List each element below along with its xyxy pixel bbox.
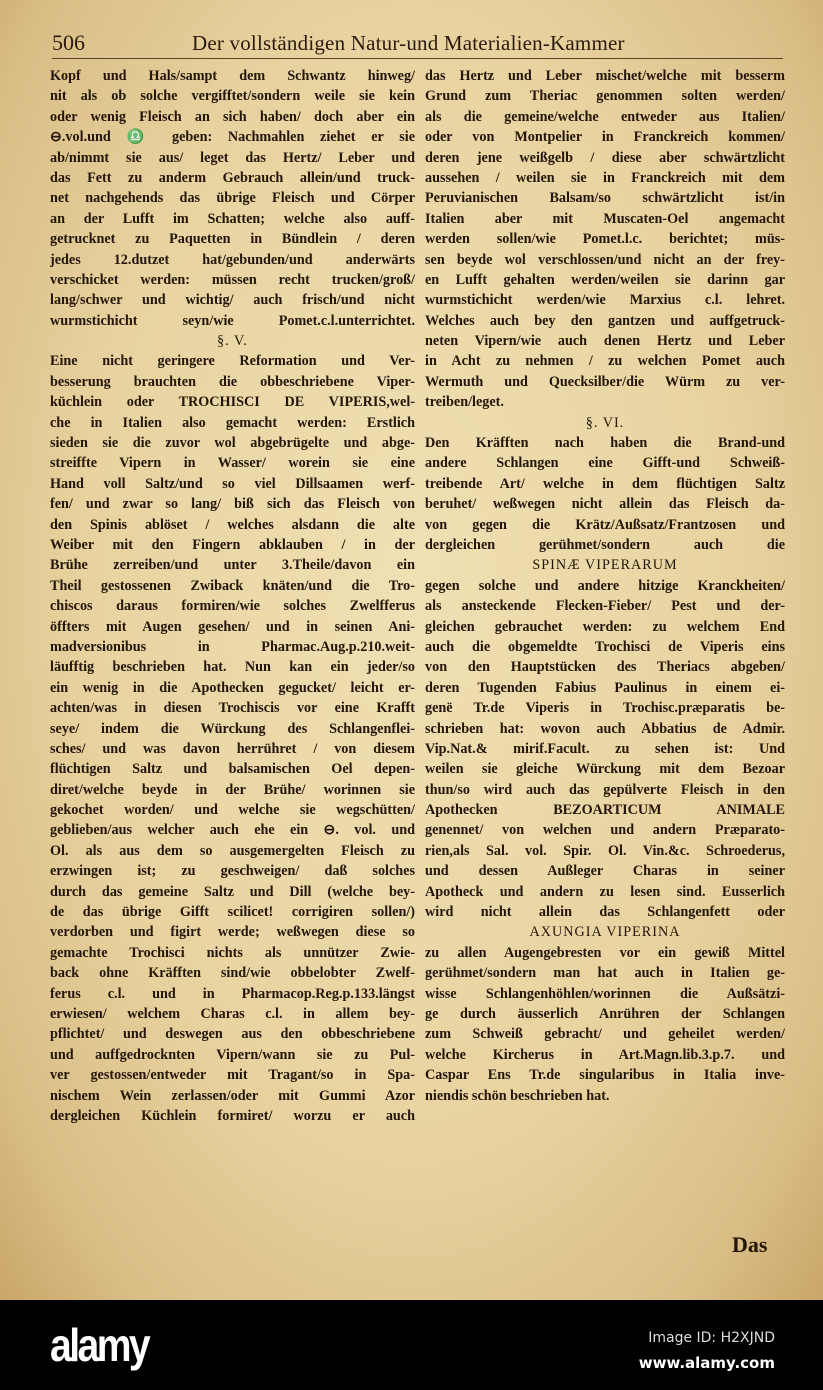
site-url: www.alamy.com: [638, 1354, 775, 1372]
text-line: durch das gemeine Saltz und Dill (welche bey-: [50, 883, 415, 900]
text-line: genë Tr.de Viperis in Trochisc.præparatis be-: [425, 700, 785, 717]
text-line: Grund zum Theriac genommen solten werden/: [425, 88, 785, 105]
text-line: nischem Wein zerlassen/oder mit Gummi Azor: [50, 1087, 415, 1104]
text-line: welche Kircherus in Art.Magn.lib.3.p.7. und: [425, 1046, 785, 1063]
text-line: Kopf und Hals/sampt dem Schwantz hinweg/: [50, 68, 415, 84]
text-line: Theil gestossenen Zwiback knäten/und die Tro-: [50, 577, 415, 594]
section-heading: SPINÆ VIPERARUM: [532, 557, 678, 574]
text-line: beruhet/ weßwegen nicht allein das Fleisch da-: [425, 496, 785, 513]
text-line: genennet/ von welchen und andern Præparato-: [425, 822, 785, 839]
text-line: jedes 12.dutzet hat/gebunden/und anderwärts: [50, 251, 415, 268]
text-line: und auffgedrocknten Vipern/wann sie zu Pul-: [50, 1046, 415, 1063]
text-line: ab/nimmt sie aus/ leget das Hertz/ Leber und: [50, 149, 415, 166]
text-line: wird nicht allein das Schlangenfett oder: [425, 904, 785, 921]
text-line: Eine nicht geringere Reformation und Ver-: [50, 353, 415, 370]
text-line: öffters mit Augen gesehen/ und in seinen Ani-: [50, 618, 415, 635]
text-line: chiscos daraus formiren/wie solches Zwelfferus: [50, 598, 415, 615]
text-line: Ol. als aus dem so ausgemergelten Fleisch zu: [50, 842, 415, 859]
text-line: von den Hauptstücken des Theriacs abgeben/: [425, 659, 785, 676]
alamy-logo: alamy: [50, 1319, 149, 1371]
text-line: Caspar Ens Tr.de singularibus in Italia inve-: [425, 1067, 785, 1084]
text-line: als die gemeine/welche entweder aus Italien/: [425, 108, 785, 125]
section-heading: §. V.: [217, 333, 248, 350]
text-line: Italien aber mit Muscaten-Oel angemacht: [425, 210, 785, 227]
text-line: pflichtet/ und deswegen aus den obbeschriebene: [50, 1026, 415, 1043]
text-line: andere Schlangen eine Gifft-und Schweiß-: [425, 455, 785, 472]
image-id: Image ID: H2XJND: [648, 1330, 775, 1346]
text-line: Apothecken BEZOARTICUM ANIMALE: [425, 802, 785, 819]
text-line: verdorben und figirt werde; weßwegen diese so: [50, 924, 415, 941]
text-line: niendis schön beschrieben hat.: [425, 1087, 610, 1104]
text-line: in Acht zu nehmen / zu welchen Pomet auch: [425, 353, 785, 370]
right-text-column: [425, 66, 785, 1106]
text-line: und dessen Außleger Charas in seiner: [425, 863, 785, 880]
text-line: zum Schweiß gebracht/ und geheilet werden/: [425, 1026, 785, 1043]
text-line: Brühe zerreiben/und unter 3.Theile/davon ein: [50, 557, 415, 574]
text-line: gegen solche und andere hitzige Kranckheiten/: [425, 577, 785, 594]
text-line: treiben/leget.: [425, 394, 504, 411]
section-heading: §. VI.: [585, 414, 625, 431]
text-line: oder von Montpelier in Franckreich kommen/: [425, 129, 785, 146]
text-line: sen beyde wol verschlossen/und nicht an der frey-: [425, 251, 785, 268]
text-line: dergleichen gerühmet/sondern auch die: [425, 536, 785, 553]
left-text-column: [50, 66, 415, 1126]
text-line: deren Tugenden Fabius Paulinus in einem ei-: [425, 679, 785, 696]
text-line: an der Lufft im Schatten; welche also auff-: [50, 210, 415, 227]
text-line: seye/ indem die Würckung des Schlangenflei-: [50, 720, 415, 737]
text-line: Apotheck und andern zu lesen sind. Eusserlich: [425, 883, 785, 900]
text-line: back ohne Kräfften sind/wie obbelobter Zwelf-: [50, 965, 415, 982]
text-line: flüchtigen Saltz und balsamischen Oel depen-: [50, 761, 415, 778]
text-line: schrieben hat: wovon auch Abbatius de Admir.: [425, 720, 785, 737]
page-header: [52, 30, 783, 59]
text-line: madversionibus in Pharmac.Aug.p.210.weit-: [50, 638, 415, 655]
text-line: rien,als Sal. vol. Spir. Ol. Vin.&c. Schroederus,: [425, 842, 785, 859]
text-line: achten/was in diesen Trochiscis vor eine Krafft: [50, 700, 415, 717]
text-line: das Hertz und Leber mischet/welche mit besserm: [425, 68, 785, 84]
text-line: ⊖.vol.und ♎ geben: Nachmahlen ziehet er sie: [50, 129, 415, 146]
text-line: treibende Art/ welche in dem flüchtigen Saltz: [425, 475, 785, 492]
text-line: gleichen gebrauchet werden: zu welchem End: [425, 618, 785, 635]
text-line: auch die obgemeldte Trochisci de Viperis eins: [425, 638, 785, 655]
text-line: dergleichen Küchlein formiret/ worzu er auch: [50, 1107, 415, 1124]
text-line: Hand voll Saltz/und so viel Dillsaamen werf-: [50, 475, 415, 492]
catchword: Das: [732, 1232, 768, 1257]
text-line: de das übrige Gifft scilicet! corrigiren sollen/): [50, 904, 415, 921]
text-line: besserung brauchten die obbeschriebene Viper-: [50, 373, 415, 390]
text-line: gerühmet/sondern man hat auch in Italien ge-: [425, 965, 785, 982]
text-line: streiffte Vipern in Wasser/ worein sie eine: [50, 455, 415, 472]
text-line: aussehen / weilen sie in Franckreich mit dem: [425, 169, 785, 186]
text-line: erwiesen/ welchem Charas c.l. in allem bey-: [50, 1005, 415, 1022]
text-line: che in Italien also gemacht werden: Erstlich: [50, 414, 415, 431]
text-line: wurmstichicht werden/wie Marxius c.l. lehret.: [425, 292, 785, 309]
text-line: diret/welche beyde in der Brühe/ worinnen sie: [50, 781, 415, 798]
text-line: das Fett zu anderm Gebrauch allein/und truck-: [50, 169, 415, 186]
text-line: lang/schwer und wichtig/ auch frisch/und nicht: [50, 292, 415, 309]
text-line: als ansteckende Flecken-Fieber/ Pest und der-: [425, 598, 785, 615]
text-line: Wermuth und Quecksilber/die Würm zu ver-: [425, 373, 785, 390]
text-line: en Lufft gehalten werden/weilen sie darinn gar: [425, 271, 785, 288]
text-line: sches/ und was davon herrühret / von diesem: [50, 740, 415, 757]
section-heading: AXUNGIA VIPERINA: [529, 924, 681, 941]
text-line: thun/so wird auch das gepülverte Fleisch in den: [425, 781, 785, 798]
text-line: getrucknet zu Paquetten in Bündlein / deren: [50, 231, 415, 248]
text-line: gemachte Trochisci nichts als unnützer Zwie-: [50, 944, 415, 961]
text-line: Welches auch bey den gantzen und auffgetruck-: [425, 312, 785, 329]
text-line: Vip.Nat.& mirif.Facult. zu sehen ist: Und: [425, 740, 785, 757]
text-line: verschicket werden: müssen recht trucken/groß/: [50, 271, 415, 288]
text-line: geblieben/aus welcher auch ehe ein ⊖. vol. und: [50, 822, 415, 839]
text-line: von gegen die Krätz/Außsatz/Frantzosen und: [425, 516, 785, 533]
text-line: küchlein oder TROCHISCI DE VIPERIS,wel-: [50, 394, 415, 411]
text-line: wurmstichicht seyn/wie Pomet.c.l.unterrichtet.: [50, 312, 415, 329]
text-line: zu allen Augengebresten vor ein gewiß Mittel: [425, 944, 785, 961]
running-title: Der vollständigen Natur-und Materialien-Kammer: [192, 31, 625, 55]
text-line: sieden sie die zuvor wol abgebrügelte und abge-: [50, 435, 415, 452]
text-line: den Spinis ablöset / welches alsdann die alte: [50, 516, 415, 533]
text-line: werden sollen/wie Pomet.l.c. berichtet; müs-: [425, 231, 785, 248]
text-line: deren jene weißgelb / diese aber schwärtzlicht: [425, 149, 785, 166]
text-line: Den Kräfften nach haben die Brand-und: [425, 435, 785, 452]
text-line: ge durch äusserlich Anrühren der Schlangen: [425, 1005, 785, 1022]
text-line: erzwingen ist; zu geschweigen/ daß solches: [50, 863, 415, 880]
text-line: läufftig beschrieben hat. Nun kan ein jeder/so: [50, 659, 415, 676]
text-line: oder wenig Fleisch an sich haben/ doch aber ein: [50, 108, 415, 125]
text-line: Peruvianischen Balsam/so schwärtzlicht ist/in: [425, 190, 785, 207]
watermark-bar: [0, 1300, 823, 1390]
text-line: neten Vipern/wie auch denen Hertz und Leber: [425, 333, 785, 350]
page-number: 506: [52, 30, 85, 55]
text-line: ferus c.l. und in Pharmacop.Reg.p.133.längst: [50, 985, 415, 1002]
text-line: gekochet worden/ und welche sie wegschütten/: [50, 802, 415, 819]
text-line: ver gestossen/entweder mit Tragant/so in Spa-: [50, 1067, 415, 1084]
text-line: wisse Schlangenhöhlen/worinnen die Außsätzi-: [425, 985, 785, 1002]
text-line: Weiber mit den Fingern abklauben / in der: [50, 536, 415, 553]
text-line: weilen sie gleiche Würckung mit dem Bezoar: [425, 761, 785, 778]
text-line: ein wenig in die Apothecken gegucket/ leicht er-: [50, 679, 415, 696]
text-line: net nachgehends das übrige Fleisch und Cörper: [50, 190, 415, 207]
text-line: nit als ob solche vergifftet/sondern weile sie kein: [50, 88, 415, 105]
text-line: fen/ und zwar so lang/ biß sich das Fleisch von: [50, 496, 415, 513]
